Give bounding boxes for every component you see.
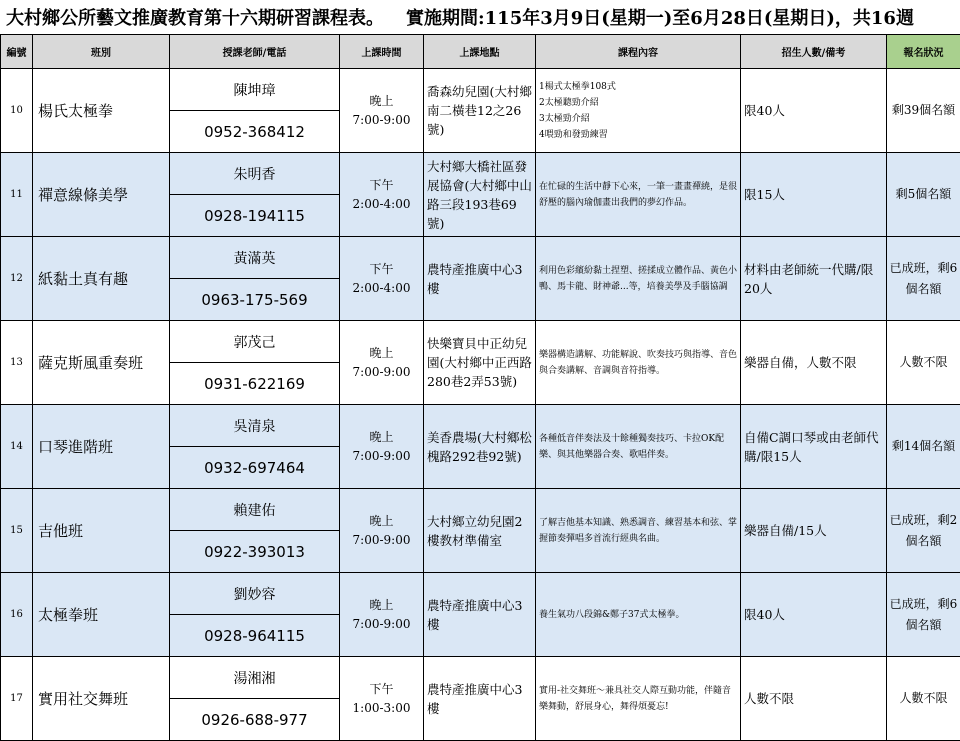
class-name: 薩克斯風重奏班: [33, 321, 170, 405]
teacher-phone: 0928-964115: [170, 615, 340, 657]
teacher-name: 朱明香: [170, 153, 340, 195]
class-time: 晚上 7:00-9:00: [340, 321, 424, 405]
header-status: 報名狀況: [887, 35, 960, 69]
registration-status: 剩39個名額: [887, 69, 960, 153]
header-location: 上課地點: [424, 35, 536, 69]
table-row: [1, 489, 960, 531]
teacher-name: 劉妙容: [170, 573, 340, 615]
class-quota: 樂器自備，人數不限: [741, 321, 887, 405]
table-row: [1, 405, 960, 447]
registration-status: 已成班，剩6個名額: [887, 573, 960, 657]
class-time: 晚上 7:00-9:00: [340, 69, 424, 153]
course-table: [0, 34, 960, 741]
table-row: [1, 69, 960, 111]
class-time: 晚上 7:00-9:00: [340, 489, 424, 573]
class-time: 晚上 7:00-9:00: [340, 405, 424, 489]
class-content: 了解吉他基本知識、熟悉調音、練習基本和弦、掌握節奏彈唱多首流行經典名曲。: [536, 489, 741, 573]
registration-status: 人數不限: [887, 657, 960, 741]
class-content: 各種低音伴奏法及十餘種獨奏技巧、卡拉OK配樂、與其他樂器合奏、歌唱伴奏。: [536, 405, 741, 489]
class-quota: 人數不限: [741, 657, 887, 741]
teacher-phone: 0928-194115: [170, 195, 340, 237]
row-number: 13: [1, 321, 33, 405]
title-text: 大村鄉公所藝文推廣教育第十六期研習課程表。: [6, 8, 384, 29]
class-content: 實用-社交舞班～兼具社交人際互動功能，伴隨音樂舞動，舒展身心，舞得煩憂忘!: [536, 657, 741, 741]
row-number: 10: [1, 69, 33, 153]
class-time: 晚上 7:00-9:00: [340, 573, 424, 657]
table-row: [1, 237, 960, 279]
class-quota: 限40人: [741, 573, 887, 657]
class-time: 下午 1:00-3:00: [340, 657, 424, 741]
teacher-phone: 0932-697464: [170, 447, 340, 489]
class-content: 利用色彩繽紛黏土捏塑、搓揉成立體作品、黃色小鴨、馬卡龍、財神爺...等，培養美學及手腦協調: [536, 237, 741, 321]
teacher-phone: 0952-368412: [170, 111, 340, 153]
table-row: [1, 573, 960, 615]
row-number: 16: [1, 573, 33, 657]
teacher-name: 賴建佑: [170, 489, 340, 531]
page-title: [6, 4, 956, 30]
class-quota: 限40人: [741, 69, 887, 153]
teacher-phone: 0963-175-569: [170, 279, 340, 321]
teacher-phone: 0931-622169: [170, 363, 340, 405]
header-content: 課程內容: [536, 35, 741, 69]
header-teacher: 授課老師/電話: [170, 35, 340, 69]
class-content: 養生氣功八段錦&鄭子37式太極拳。: [536, 573, 741, 657]
registration-status: 剩14個名額: [887, 405, 960, 489]
row-number: 17: [1, 657, 33, 741]
teacher-name: 陳坤璋: [170, 69, 340, 111]
header-class: 班別: [33, 35, 170, 69]
class-content: 1楊式太極拳108式 2太極聽勁介紹 3太極勁介紹 4喂勁和發勁練習: [536, 69, 741, 153]
class-content: 樂器構造講解、功能解說、吹奏技巧與指導、音色與合奏講解、音調與音符指導。: [536, 321, 741, 405]
header-time: 上課時間: [340, 35, 424, 69]
class-location: 農特產推廣中心3樓: [424, 573, 536, 657]
header-num: 編號: [1, 35, 33, 69]
class-name: 太極拳班: [33, 573, 170, 657]
table-row: [1, 321, 960, 363]
class-location: 喬森幼兒園(大村鄉南二橫巷12之26號): [424, 69, 536, 153]
header-quota: 招生人數/備考: [741, 35, 887, 69]
class-name: 紙黏土真有趣: [33, 237, 170, 321]
class-location: 大村鄉立幼兒園2樓教材準備室: [424, 489, 536, 573]
row-number: 12: [1, 237, 33, 321]
row-number: 11: [1, 153, 33, 237]
row-number: 14: [1, 405, 33, 489]
table-row: [1, 153, 960, 195]
class-name: 口琴進階班: [33, 405, 170, 489]
registration-status: 已成班，剩2個名額: [887, 489, 960, 573]
class-location: 農特產推廣中心3樓: [424, 237, 536, 321]
class-location: 農特產推廣中心3樓: [424, 657, 536, 741]
class-name: 實用社交舞班: [33, 657, 170, 741]
row-number: 15: [1, 489, 33, 573]
class-quota: 自備C調口琴或由老師代購/限15人: [741, 405, 887, 489]
class-location: 大村鄉大橋社區發展協會(大村鄉中山路三段193巷69號): [424, 153, 536, 237]
class-quota: 樂器自備/15人: [741, 489, 887, 573]
header-row: [1, 35, 960, 69]
teacher-name: 黃滿英: [170, 237, 340, 279]
class-location: 快樂寶貝中正幼兒園(大村鄉中正西路280巷2弄53號): [424, 321, 536, 405]
class-name: 禪意線條美學: [33, 153, 170, 237]
class-name: 楊氏太極拳: [33, 69, 170, 153]
class-quota: 限15人: [741, 153, 887, 237]
teacher-name: 吳清泉: [170, 405, 340, 447]
teacher-name: 郭茂己: [170, 321, 340, 363]
class-name: 吉他班: [33, 489, 170, 573]
teacher-phone: 0922-393013: [170, 531, 340, 573]
registration-status: 人數不限: [887, 321, 960, 405]
teacher-phone: 0926-688-977: [170, 699, 340, 741]
class-location: 美香農場(大村鄉松槐路292巷92號): [424, 405, 536, 489]
class-content: 在忙碌的生活中靜下心來，一筆一畫畫禪繞，是很舒壓的腦內瑜伽畫出我們的夢幻作品。: [536, 153, 741, 237]
registration-status: 剩5個名額: [887, 153, 960, 237]
teacher-name: 湯湘湘: [170, 657, 340, 699]
class-quota: 材料由老師統一代購/限20人: [741, 237, 887, 321]
registration-status: 已成班，剩6個名額: [887, 237, 960, 321]
table-row: [1, 657, 960, 699]
class-time: 下午 2:00-4:00: [340, 153, 424, 237]
class-time: 下午 2:00-4:00: [340, 237, 424, 321]
period-text: 實施期間:115年3月9日(星期一)至6月28日(星期日)，共16週: [406, 8, 914, 29]
